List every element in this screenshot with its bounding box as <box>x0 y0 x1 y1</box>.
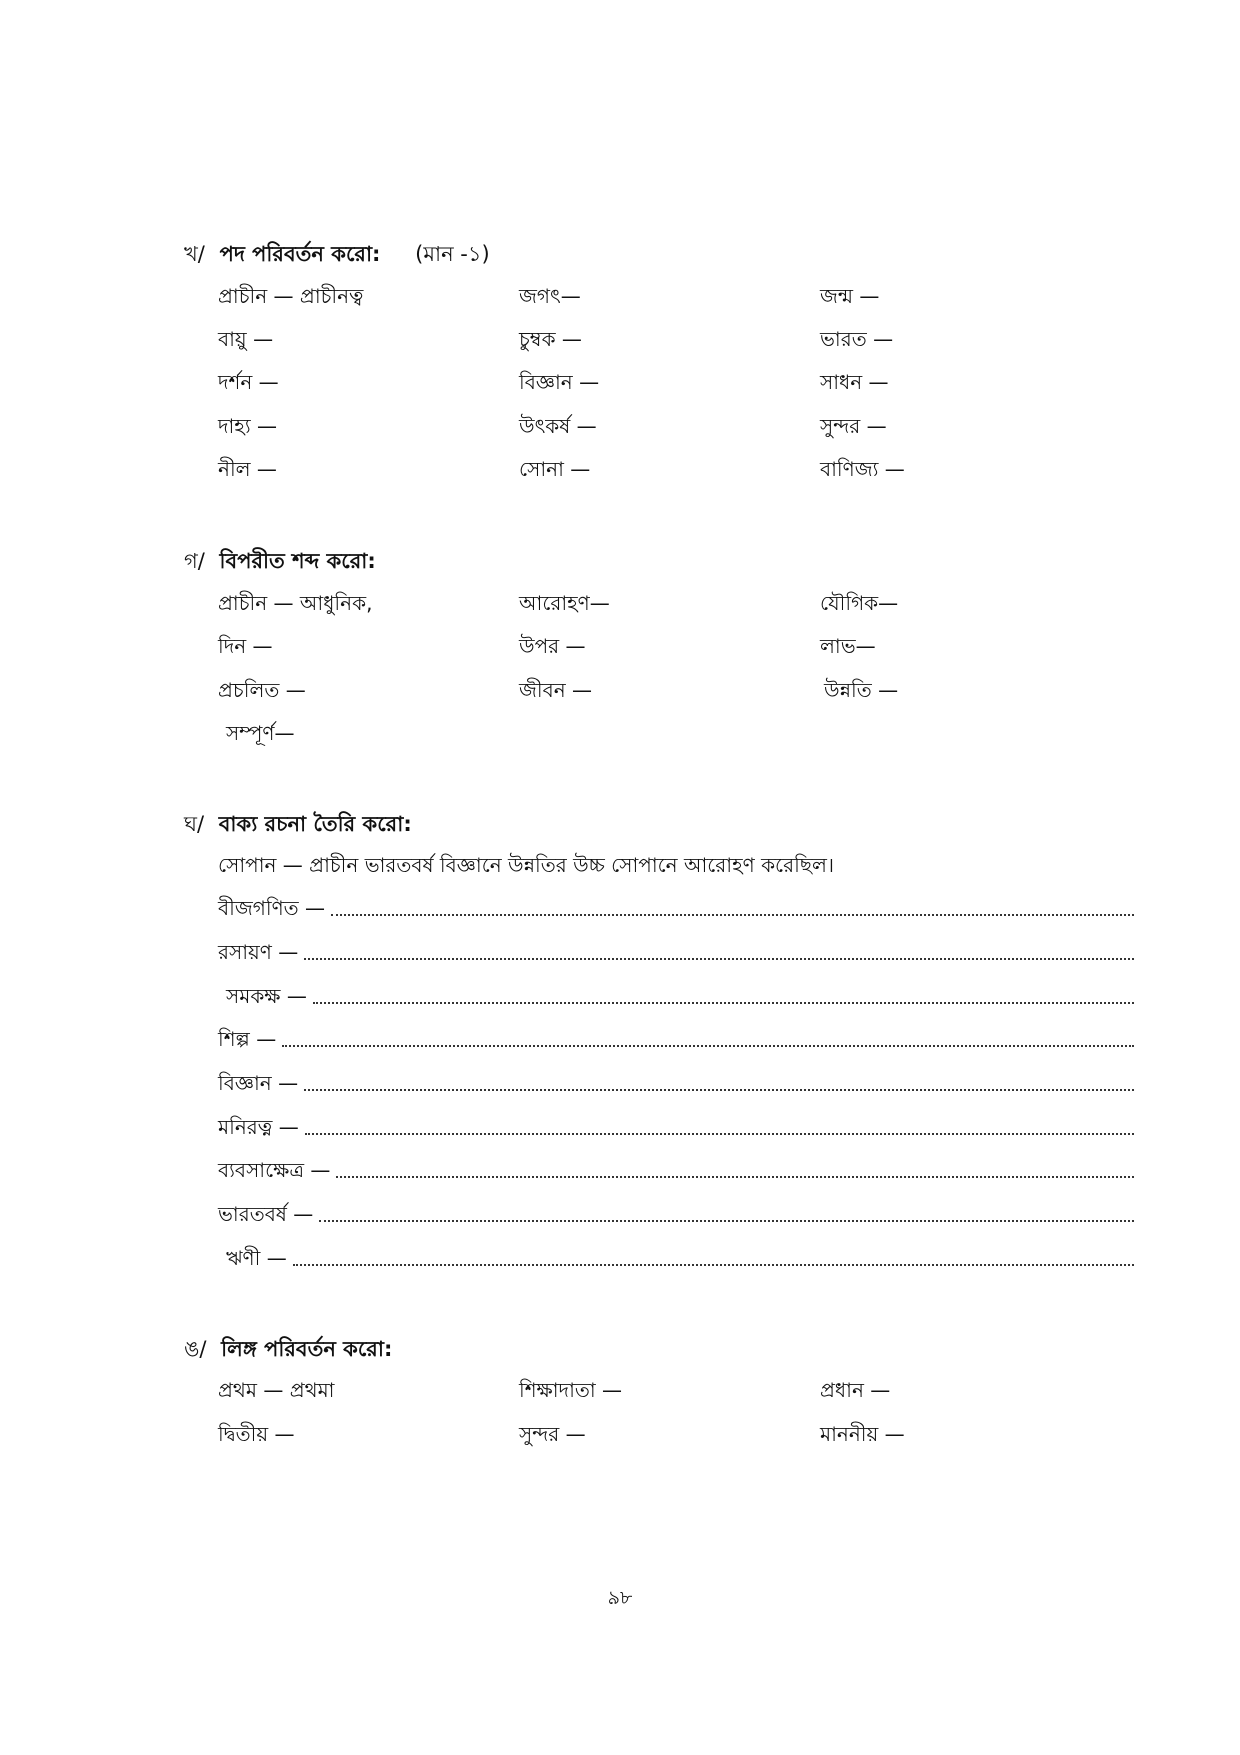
word-item: প্রচলিত — <box>218 678 306 702</box>
line-label: শিল্প — <box>218 1027 277 1051</box>
example-sentence: সোপান — প্রাচীন ভারতবর্ষ বিজ্ঞানে উন্নতির উচ্চ সোপানে আরোহণ করেছিল। <box>218 853 834 877</box>
word-item: জগৎ— <box>519 284 581 308</box>
dotted-blank <box>304 958 1134 960</box>
section-bakya-heading <box>184 809 412 839</box>
line-label: বিজ্ঞান — <box>218 1071 299 1095</box>
sentence-line[interactable] <box>218 1110 1134 1144</box>
word-item: জীবন — <box>519 678 593 702</box>
word-item: প্রধান — <box>820 1378 891 1402</box>
word-item: মাননীয় — <box>820 1422 905 1446</box>
word-item: সম্পূর্ণ— <box>226 721 295 745</box>
pad-row <box>0 322 1240 356</box>
sentence-line[interactable] <box>226 1241 1134 1275</box>
word-item: উৎকর্ষ — <box>519 414 597 438</box>
line-label: ঋণী — <box>226 1246 287 1270</box>
section-biparit-heading <box>184 546 376 576</box>
linga-row <box>0 1373 1240 1407</box>
section-number: গ/ <box>184 549 205 573</box>
word-item: লাভ— <box>820 634 876 658</box>
linga-row <box>0 1417 1240 1451</box>
word-item: দর্শন — <box>218 370 279 394</box>
word-item: সাধন — <box>820 370 889 394</box>
pad-row <box>0 365 1240 399</box>
dotted-blank <box>336 1176 1134 1178</box>
pad-row <box>0 452 1240 486</box>
word-item: সুন্দর — <box>519 1422 586 1446</box>
section-title: পদ পরিবর্তন করো: <box>219 242 381 266</box>
line-label: ব্যবসাক্ষেত্র — <box>218 1158 331 1182</box>
word-item: উন্নতি — <box>824 678 899 702</box>
sentence-line[interactable] <box>218 1197 1134 1231</box>
word-item: নীল — <box>218 457 277 481</box>
section-number: ঘ/ <box>184 812 205 836</box>
dotted-blank <box>319 1220 1134 1222</box>
word-item: চুম্বক — <box>519 327 582 351</box>
section-title: লিঙ্গ পরিবর্তন করো: <box>221 1337 393 1361</box>
sentence-line[interactable] <box>226 979 1134 1013</box>
pad-row <box>0 409 1240 443</box>
word-item: যৌগিক— <box>820 591 899 615</box>
line-label: রসায়ণ — <box>218 940 299 964</box>
section-linga-heading <box>184 1334 392 1364</box>
word-item: আরোহণ— <box>519 591 610 615</box>
word-item: দিন — <box>218 634 273 658</box>
dotted-blank <box>293 1264 1134 1266</box>
biparit-row <box>0 629 1240 663</box>
sentence-line[interactable] <box>218 1153 1134 1187</box>
word-item: প্রাচীন — প্রাচীনত্ব <box>218 284 364 308</box>
biparit-row <box>0 716 1240 750</box>
sentence-line[interactable] <box>218 935 1134 969</box>
word-item: দ্বিতীয় — <box>218 1422 295 1446</box>
word-item: শিক্ষাদাতা — <box>519 1378 623 1402</box>
page-number: ৯৮ <box>607 1587 633 1609</box>
line-label: মনিরত্ন — <box>218 1115 299 1139</box>
biparit-row <box>0 586 1240 620</box>
sentence-line[interactable] <box>218 1022 1134 1056</box>
word-item: প্রথম — প্রথমা <box>218 1378 335 1402</box>
word-item: বিজ্ঞান — <box>519 370 600 394</box>
line-label: সমকক্ষ — <box>226 984 307 1008</box>
line-label: ভারতবর্ষ — <box>218 1202 314 1226</box>
section-number: খ/ <box>184 242 205 266</box>
pad-row <box>0 279 1240 313</box>
word-item: প্রাচীন — আধুনিক, <box>218 591 373 615</box>
word-item: উপর — <box>519 634 586 658</box>
section-pad-heading <box>184 239 490 269</box>
line-label: বীজগণিত — <box>218 896 326 920</box>
section-title: বাক্য রচনা তৈরি করো: <box>218 812 412 836</box>
word-item: দাহ্য — <box>218 414 277 438</box>
word-item: সোনা — <box>519 457 591 481</box>
section-title: বিপরীত শব্দ করো: <box>219 549 376 573</box>
word-item: বাণিজ্য — <box>820 457 905 481</box>
word-item: বায়ু — <box>218 327 274 351</box>
dotted-blank <box>282 1045 1134 1047</box>
word-item: ভারত — <box>820 327 894 351</box>
marks-label: (মান -১) <box>415 242 490 266</box>
dotted-blank <box>304 1089 1134 1091</box>
section-number: ঙ/ <box>184 1337 207 1361</box>
dotted-blank <box>305 1133 1134 1135</box>
word-item: সুন্দর — <box>820 414 887 438</box>
dotted-blank <box>313 1002 1134 1004</box>
sentence-line[interactable] <box>218 891 1134 925</box>
biparit-row <box>0 673 1240 707</box>
word-item: জন্ম — <box>820 284 880 308</box>
dotted-blank <box>331 914 1134 916</box>
sentence-line[interactable] <box>218 1066 1134 1100</box>
